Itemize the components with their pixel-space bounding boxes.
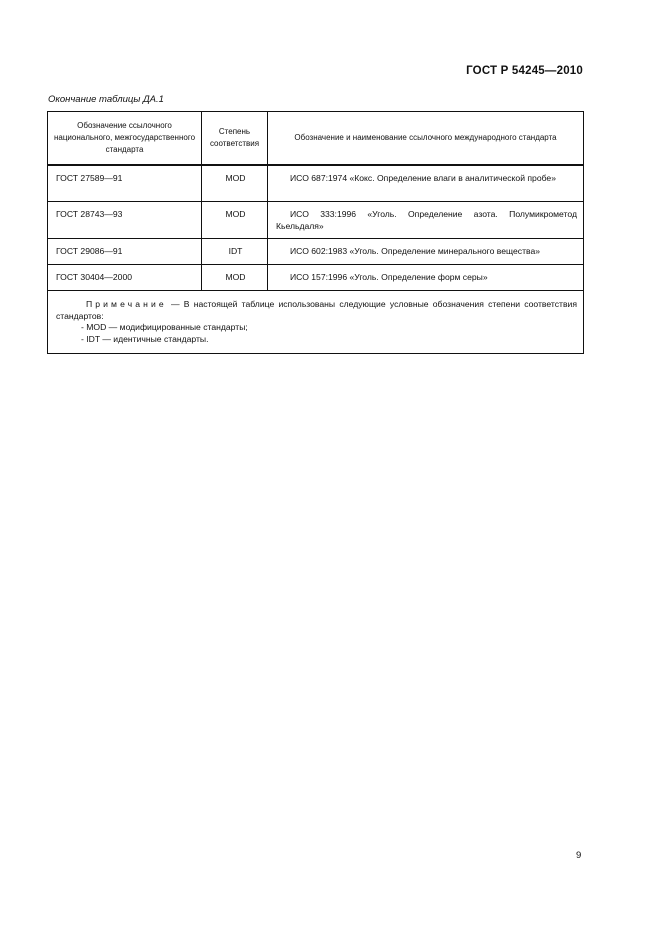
note-label: Примечание [86, 299, 167, 309]
note-item-mod: - MOD — модифицированные стандарты; [81, 322, 248, 332]
table-note-row [48, 291, 584, 354]
cell-conformity-degree: MOD [202, 202, 268, 239]
table-row [48, 165, 584, 202]
cell-international-standard: ИСО 687:1974 «Кокс. Определение влаги в аналитической пробе» [268, 165, 584, 202]
cell-conformity-degree: MOD [202, 265, 268, 291]
cell-international-standard: ИСО 602:1983 «Уголь. Определение минерального вещества» [268, 239, 584, 265]
header-national-standard: Обозначение ссылочного национального, межгосударственного стандарта [48, 112, 202, 166]
table-row [48, 239, 584, 265]
table-row [48, 265, 584, 291]
cell-international-standard: ИСО 333:1996 «Уголь. Определение азота. Полумикрометод Кьельдаля» [268, 202, 584, 239]
cell-standard-code: ГОСТ 29086—91 [48, 239, 202, 265]
header-international-standard: Обозначение и наименование ссылочного международного стандарта [268, 112, 584, 166]
table-header-row [48, 112, 584, 166]
cell-international-standard: ИСО 157:1996 «Уголь. Определение форм серы» [268, 265, 584, 291]
cell-standard-code: ГОСТ 28743—93 [48, 202, 202, 239]
reference-standards-table [47, 111, 584, 354]
note-text: — В настоящей таблице использованы следующие условные обозначения степени соответствия стандартов: [56, 299, 577, 321]
cell-conformity-degree: IDT [202, 239, 268, 265]
cell-standard-code: ГОСТ 27589—91 [48, 165, 202, 202]
cell-standard-code: ГОСТ 30404—2000 [48, 265, 202, 291]
cell-conformity-degree: MOD [202, 165, 268, 202]
page-number: 9 [576, 850, 582, 861]
table-caption: Окончание таблицы ДА.1 [48, 94, 164, 105]
note-paragraph [56, 299, 577, 322]
header-conformity-degree: Степень соответствия [202, 112, 268, 166]
document-code: ГОСТ Р 54245—2010 [466, 65, 583, 77]
table-note [48, 291, 584, 354]
note-item-idt: - IDT — идентичные стандарты. [81, 333, 209, 344]
table-row [48, 202, 584, 239]
